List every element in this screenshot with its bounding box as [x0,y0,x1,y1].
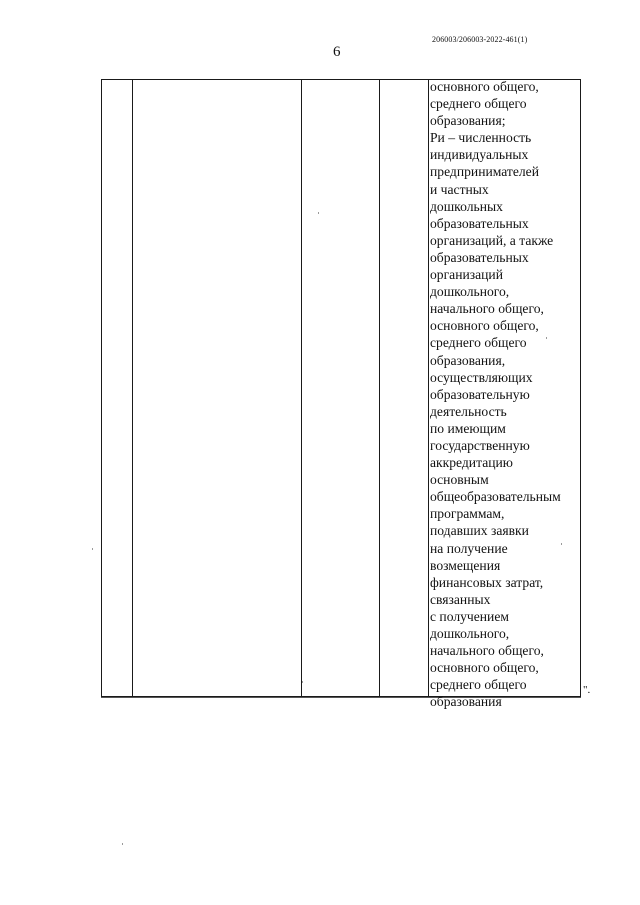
cell-text-line: организаций [430,267,503,283]
scan-speck [92,548,93,550]
cell-text-line: на получение [430,540,508,556]
cell-text-line: по имеющим [430,420,506,436]
column-divider [379,80,380,696]
cell-text-line: программам, [430,506,505,522]
column-divider [132,80,133,696]
cell-text-line: среднего общего [430,335,527,351]
closing-quote-mark: ". [583,684,591,696]
cell-text-line: подавших заявки [430,523,529,539]
cell-text-line: образовательных [430,215,529,231]
cell-text-line: образовательную [430,386,530,402]
cell-text-line: дошкольного, [430,626,510,641]
cell-text-line: образования; [430,113,506,129]
cell-text-line: общеобразовательным [430,489,561,505]
cell-text-line: основным [430,472,489,488]
cell-text-line: деятельность [430,403,507,419]
cell-text-line: осуществляющих [430,369,533,385]
scan-speck [546,337,547,339]
cell-text-line: связанных [430,591,491,607]
cell-text-line: начального общего, [430,643,544,659]
cell-text-line: начального общего, [430,301,544,317]
cell-text-line: среднего общего [430,96,527,112]
cell-text-line: основного общего, [430,79,539,94]
scan-speck [561,543,562,545]
cell-text-line: государственную [430,437,530,453]
cell-text-line: образовательных [430,249,529,265]
cell-text-line: и частных [430,181,489,197]
cell-text-line: финансовых затрат, [430,574,544,590]
cell-text-line: аккредитацию [430,455,513,471]
cell-text-line: дошкольных [430,198,503,214]
cell-text-line: индивидуальных [430,147,529,163]
cell-text-line: основного общего, [430,318,539,334]
scan-speck [318,212,319,214]
cell-text-line: Ри – численность [430,130,532,146]
scan-speck [302,681,303,683]
page-number: 6 [333,44,341,60]
document-registration-code: 206003/206003-2022-461(1) [432,35,528,44]
cell-text-line: среднего общего [430,677,527,693]
column-divider [428,80,429,696]
cell-text-line: с получением [430,608,509,624]
cell-text-line: образования [430,694,502,710]
cell-text-line: возмещения [430,557,501,573]
table-cell-last-column [430,78,582,710]
cell-text-line: основного общего, [430,660,539,676]
scan-speck [122,843,123,845]
cell-text-line: дошкольного, [430,284,510,300]
column-divider [301,80,302,696]
cell-text-line: образования, [430,352,506,368]
cell-text-line: предпринимателей [430,164,539,180]
cell-text-line: организаций, а также [430,232,554,248]
